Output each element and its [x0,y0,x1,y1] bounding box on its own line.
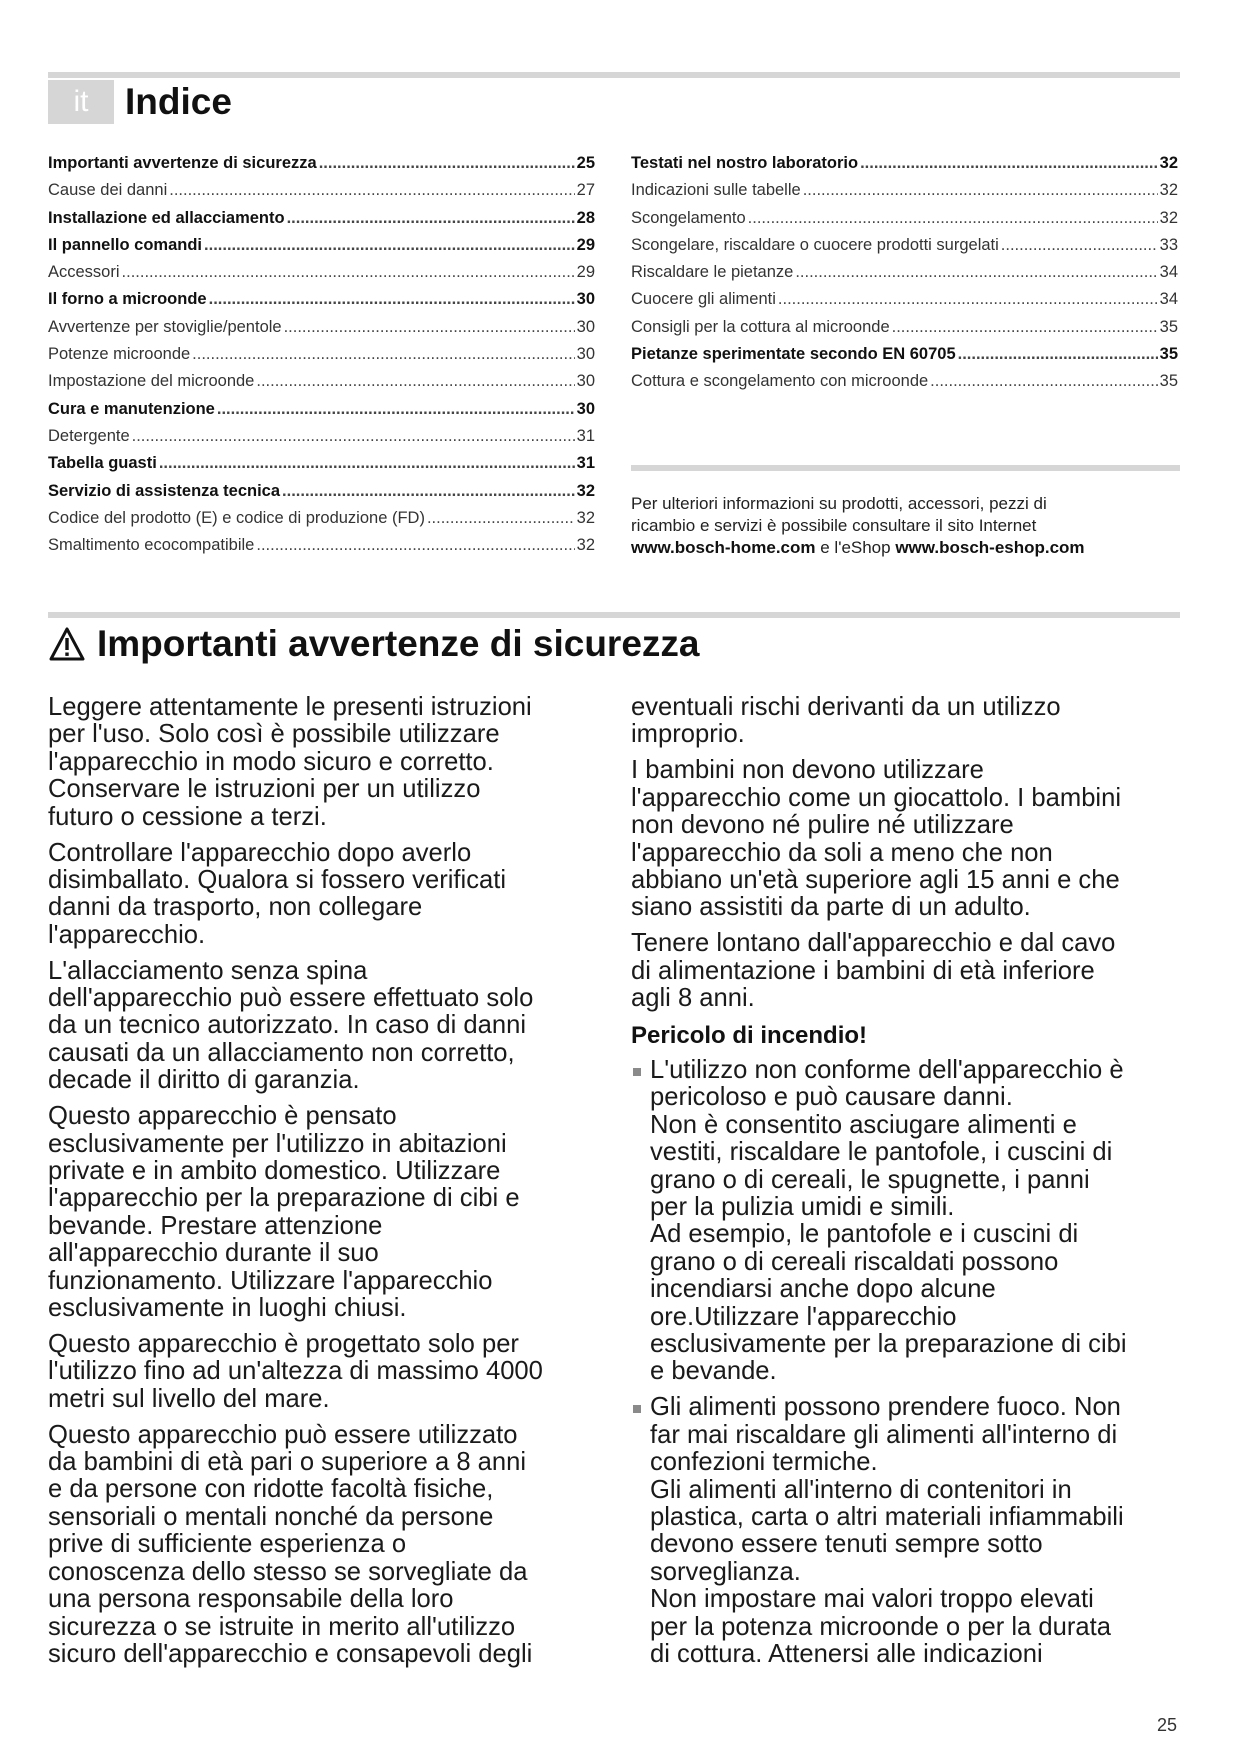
text-line: eventuali rischi derivanti da un utilizzo [631,693,1061,721]
toc-entry[interactable] [48,150,595,177]
toc-entry-title: Smaltimento ecocompatibile [48,536,255,555]
toc-entry[interactable] [48,396,595,423]
toc-entry-title: Pietanze sperimentate secondo EN 60705 [631,345,956,364]
text-line: per l'uso. Solo così è possibile utilizzare [48,720,500,749]
toc-entry-title: Testati nel nostro laboratorio [631,154,859,172]
toc-entry-title: Accessori [48,263,120,282]
toc-entry-page: 30 [576,372,595,391]
toc-entry[interactable] [631,341,1178,368]
toc-leader-dots [192,341,574,368]
text-line: da un tecnico autorizzato. In caso di danni [48,1011,527,1040]
text-line: confezioni termiche. [650,1448,878,1477]
safety-paragraph [631,930,1176,1012]
toc-entry-page: 27 [576,181,595,200]
toc-leader-dots [204,232,575,259]
safety-paragraph [48,1331,593,1413]
text-line: grano o di cereali riscaldati possono [650,1247,1059,1276]
text-line: e bevande. [650,1357,777,1386]
text-line: ore.Utilizzare l'apparecchio [650,1302,957,1331]
toc-entry-title: Installazione ed allacciamento [48,208,285,227]
safety-paragraph [48,958,593,1095]
text-line: Leggere attentamente le presenti istruzioni [48,693,532,721]
toc-entry-page: 30 [576,345,595,364]
toc-entry-title: Cause dei danni [48,181,168,200]
text-line: metri sul livello del mare. [48,1384,330,1413]
toc-entry[interactable] [48,532,595,559]
toc-entry-title: Cuocere gli alimenti [631,290,776,309]
bullet-item [631,1057,1176,1386]
toc-leader-dots [958,341,1158,368]
safety-paragraph [48,1103,593,1322]
text-line: Questo apparecchio è pensato [48,1102,397,1131]
toc-entry-page: 28 [576,208,595,227]
toc-entry-title: Cura e manutenzione [48,399,215,418]
toc-leader-dots [256,368,574,395]
text-line: sicuro dell'apparecchio e consapevoli degli [48,1639,533,1668]
toc-leader-dots [930,368,1157,395]
text-line: Gli alimenti all'interno di contenitori in [650,1475,1072,1504]
toc-leader-dots [284,314,575,341]
text-line: l'apparecchio. [48,920,206,949]
toc-entry[interactable] [48,314,595,341]
warning-icon [48,626,86,662]
text-line: improprio. [631,720,745,749]
top-rule [48,72,1180,78]
toc-leader-dots [256,532,574,559]
toc-entry-page: 35 [1159,345,1178,364]
toc-leader-dots [427,505,575,532]
bullet-square-icon [633,1405,641,1413]
toc-entry[interactable] [631,259,1178,286]
toc-leader-dots [803,177,1158,204]
fire-hazard-heading: Pericolo di incendio! [631,1021,868,1049]
toc-entry-page: 30 [576,290,595,309]
text-line: causati da un allacciamento non corretto, [48,1038,515,1067]
toc-entry-title: Codice del prodotto (E) e codice di produzione (FD) [48,508,425,527]
toc-entry-page: 31 [576,426,595,445]
toc-entry[interactable] [631,177,1178,204]
text-line: decade il diritto di garanzia. [48,1066,360,1095]
toc-entry-page: 32 [1159,154,1178,172]
info-text [631,493,1191,559]
info-line-1: Per ulteriori informazioni su prodotti, accessori, pezzi di [631,494,1047,513]
toc-leader-dots [778,286,1158,313]
safety-paragraph [631,694,1176,749]
toc-entry-title: Consigli per la cottura al microonde [631,317,890,336]
toc-entry-title: Il pannello comandi [48,235,203,254]
toc-entry-title: Impostazione del microonde [48,372,255,391]
toc-leader-dots [319,150,575,177]
text-line: Conservare le istruzioni per un utilizzo [48,775,481,804]
toc-entry-title: Tabella guasti [48,454,157,473]
toc-entry[interactable] [631,232,1178,259]
toc-entry-page: 33 [1159,235,1178,254]
toc-entry[interactable] [48,232,595,259]
safety-right-column [631,694,1176,1677]
toc-entry[interactable] [48,177,595,204]
toc-leader-dots [892,314,1158,341]
text-line: l'apparecchio da soli a meno che non [631,838,1053,867]
toc-entry[interactable] [48,478,595,505]
info-rule [631,465,1180,471]
text-line: esclusivamente per l'utilizzo in abitazioni [48,1129,507,1158]
toc-entry-page: 35 [1159,317,1178,336]
toc-left-column [48,150,595,559]
text-line: da bambini di età pari o superiore a 8 anni [48,1448,527,1477]
text-line: Gli alimenti possono prendere fuoco. Non [650,1393,1121,1422]
text-line: di alimentazione i bambini di età inferiore [631,956,1095,985]
toc-entry-title: Servizio di assistenza tecnica [48,481,281,500]
toc-entry[interactable] [631,368,1178,395]
toc-entry-page: 32 [576,536,595,555]
bullet-item [631,1394,1176,1668]
text-line: una persona responsabile della loro [48,1585,454,1614]
text-line: prive di sufficiente esperienza o [48,1530,407,1559]
safety-paragraph [48,694,593,831]
toc-leader-dots [122,259,575,286]
toc-leader-dots [132,423,575,450]
toc-entry-page: 32 [576,508,595,527]
bullet-square-icon [633,1068,641,1076]
text-line: siano assistiti da parte di un adulto. [631,893,1031,922]
text-line: per la potenza microonde o per la durata [650,1612,1111,1641]
bosch-home-link[interactable]: www.bosch-home.com [631,538,816,557]
section-rule [48,612,1180,618]
toc-entry-title: Riscaldare le pietanze [631,263,794,282]
toc-entry[interactable] [631,286,1178,313]
toc-entry-page: 31 [576,454,595,473]
text-line: I bambini non devono utilizzare [631,756,984,785]
text-line: l'apparecchio in modo sicuro e corretto. [48,747,494,776]
toc-leader-dots [1001,232,1158,259]
text-line: all'apparecchio durante il suo [48,1239,379,1268]
text-line: L'utilizzo non conforme dell'apparecchio è [650,1055,1124,1084]
language-badge: it [48,80,114,124]
toc-entry-title: Scongelamento [631,208,746,227]
info-line-2: ricambio e servizi è possibile consultare il sito Internet [631,516,1037,535]
toc-entry-title: Avvertenze per stoviglie/pentole [48,317,282,336]
text-line: grano o di cereali, le spugnette, i panni [650,1165,1090,1194]
toc-entry-page: 30 [576,317,595,336]
toc-entry-page: 32 [1159,181,1178,200]
toc-entry-title: Scongelare, riscaldare o cuocere prodotti surgelati [631,235,999,254]
text-line: vestiti, riscaldare le pantofole, i cuscini di [650,1138,1113,1167]
text-line: sorveglianza. [650,1557,801,1586]
toc-entry[interactable] [48,450,595,477]
toc-leader-dots [217,396,575,423]
safety-left-column [48,694,593,1677]
bosch-eshop-link[interactable]: www.bosch-eshop.com [895,538,1085,557]
toc-entry-page: 29 [576,235,595,254]
text-line: pericoloso e può causare danni. [650,1083,1013,1112]
text-line: Controllare l'apparecchio dopo averlo [48,838,472,867]
toc-entry-page: 34 [1159,263,1178,282]
safety-title: Importanti avvertenze di sicurezza [97,623,700,664]
toc-entry-page: 35 [1159,372,1178,391]
toc-entry-title: Importanti avvertenze di sicurezza [48,154,317,172]
text-line: Non impostare mai valori troppo elevati [650,1585,1094,1614]
text-line: plastica, carta o altri materiali infiammabili [650,1502,1124,1531]
text-line: funzionamento. Utilizzare l'apparecchio [48,1266,493,1295]
text-line: abbiano un'età superiore agli 15 anni e che [631,865,1120,894]
toc-entry[interactable] [48,368,595,395]
toc-entry-title: Potenze microonde [48,345,191,364]
text-line: incendiarsi anche dopo alcune [650,1275,996,1304]
toc-entry[interactable] [48,423,595,450]
toc-entry-page: 25 [576,154,595,172]
toc-entry-title: Cottura e scongelamento con microonde [631,372,929,391]
toc-entry-page: 34 [1159,290,1178,309]
text-line: bevande. Prestare attenzione [48,1211,383,1240]
text-line: Ad esempio, le pantofole e i cuscini di [650,1220,1079,1249]
text-line: far mai riscaldare gli alimenti all'interno di [650,1420,1118,1449]
text-line: e da persone con ridotte facoltà fisiche, [48,1475,494,1504]
text-line: l'apparecchio come un giocattolo. I bambini [631,783,1122,812]
toc-entry-page: 29 [576,263,595,282]
text-line: agli 8 anni. [631,984,755,1013]
toc-leader-dots [159,450,575,477]
toc-entry[interactable] [48,505,595,532]
toc-entry[interactable] [631,150,1178,177]
text-line: Non è consentito asciugare alimenti e [650,1110,1077,1139]
text-line: non devono né pulire né utilizzare [631,811,1014,840]
toc-entry[interactable] [48,286,595,313]
safety-paragraph [48,1422,593,1669]
text-line: di cottura. Attenersi alle indicazioni [650,1640,1043,1668]
toc-entry[interactable] [631,205,1178,232]
toc-entry[interactable] [631,314,1178,341]
page-title: Indice [125,81,232,122]
text-line: Tenere lontano dall'apparecchio e dal cavo [631,929,1116,958]
text-line: Questo apparecchio può essere utilizzato [48,1420,518,1449]
safety-paragraph [48,840,593,950]
toc-right-column [631,150,1178,396]
safety-paragraph [631,757,1176,921]
toc-entry[interactable] [48,259,595,286]
text-line: per la pulizia umidi e simili. [650,1193,955,1221]
toc-entry[interactable] [48,205,595,232]
page-number: 25 [1157,1715,1178,1735]
toc-leader-dots [860,150,1158,177]
toc-leader-dots [287,205,575,232]
text-line: esclusivamente per la preparazione di cibi [650,1330,1127,1359]
text-line: l'apparecchio per la preparazione di cibi e [48,1184,520,1213]
toc-leader-dots [795,259,1157,286]
text-line: private e in ambito domestico. Utilizzare [48,1157,501,1185]
toc-leader-dots [209,286,575,313]
toc-entry-title: Indicazioni sulle tabelle [631,181,801,200]
toc-entry-page: 30 [576,399,595,418]
text-line: futuro o cessione a terzi. [48,802,327,831]
text-line: conoscenza dello stesso se sorvegliate da [48,1557,528,1586]
text-line: devono essere tenuti sempre sotto [650,1530,1043,1559]
text-line: L'allacciamento senza spina [48,956,368,985]
info-mid: e l'eShop [815,538,896,557]
toc-entry-page: 32 [576,481,595,500]
toc-entry-title: Il forno a microonde [48,290,207,309]
toc-entry-page: 32 [1159,208,1178,227]
text-line: sicurezza o se istruite in merito all'utilizzo [48,1612,516,1641]
text-line: sensoriali o mentali nonché da persone [48,1502,494,1531]
toc-leader-dots [169,177,574,204]
toc-entry[interactable] [48,341,595,368]
toc-entry-title: Detergente [48,426,130,445]
text-line: l'utilizzo fino ad un'altezza di massimo 4000 [48,1357,543,1386]
text-line: Questo apparecchio è progettato solo per [48,1329,519,1358]
text-line: dell'apparecchio può essere effettuato solo [48,984,534,1013]
text-line: disimballato. Qualora si fossero verificati [48,865,507,894]
text-line: danni da trasporto, non collegare [48,893,423,922]
text-line: esclusivamente in luoghi chiusi. [48,1294,407,1323]
toc-leader-dots [748,205,1158,232]
toc-leader-dots [282,478,575,505]
